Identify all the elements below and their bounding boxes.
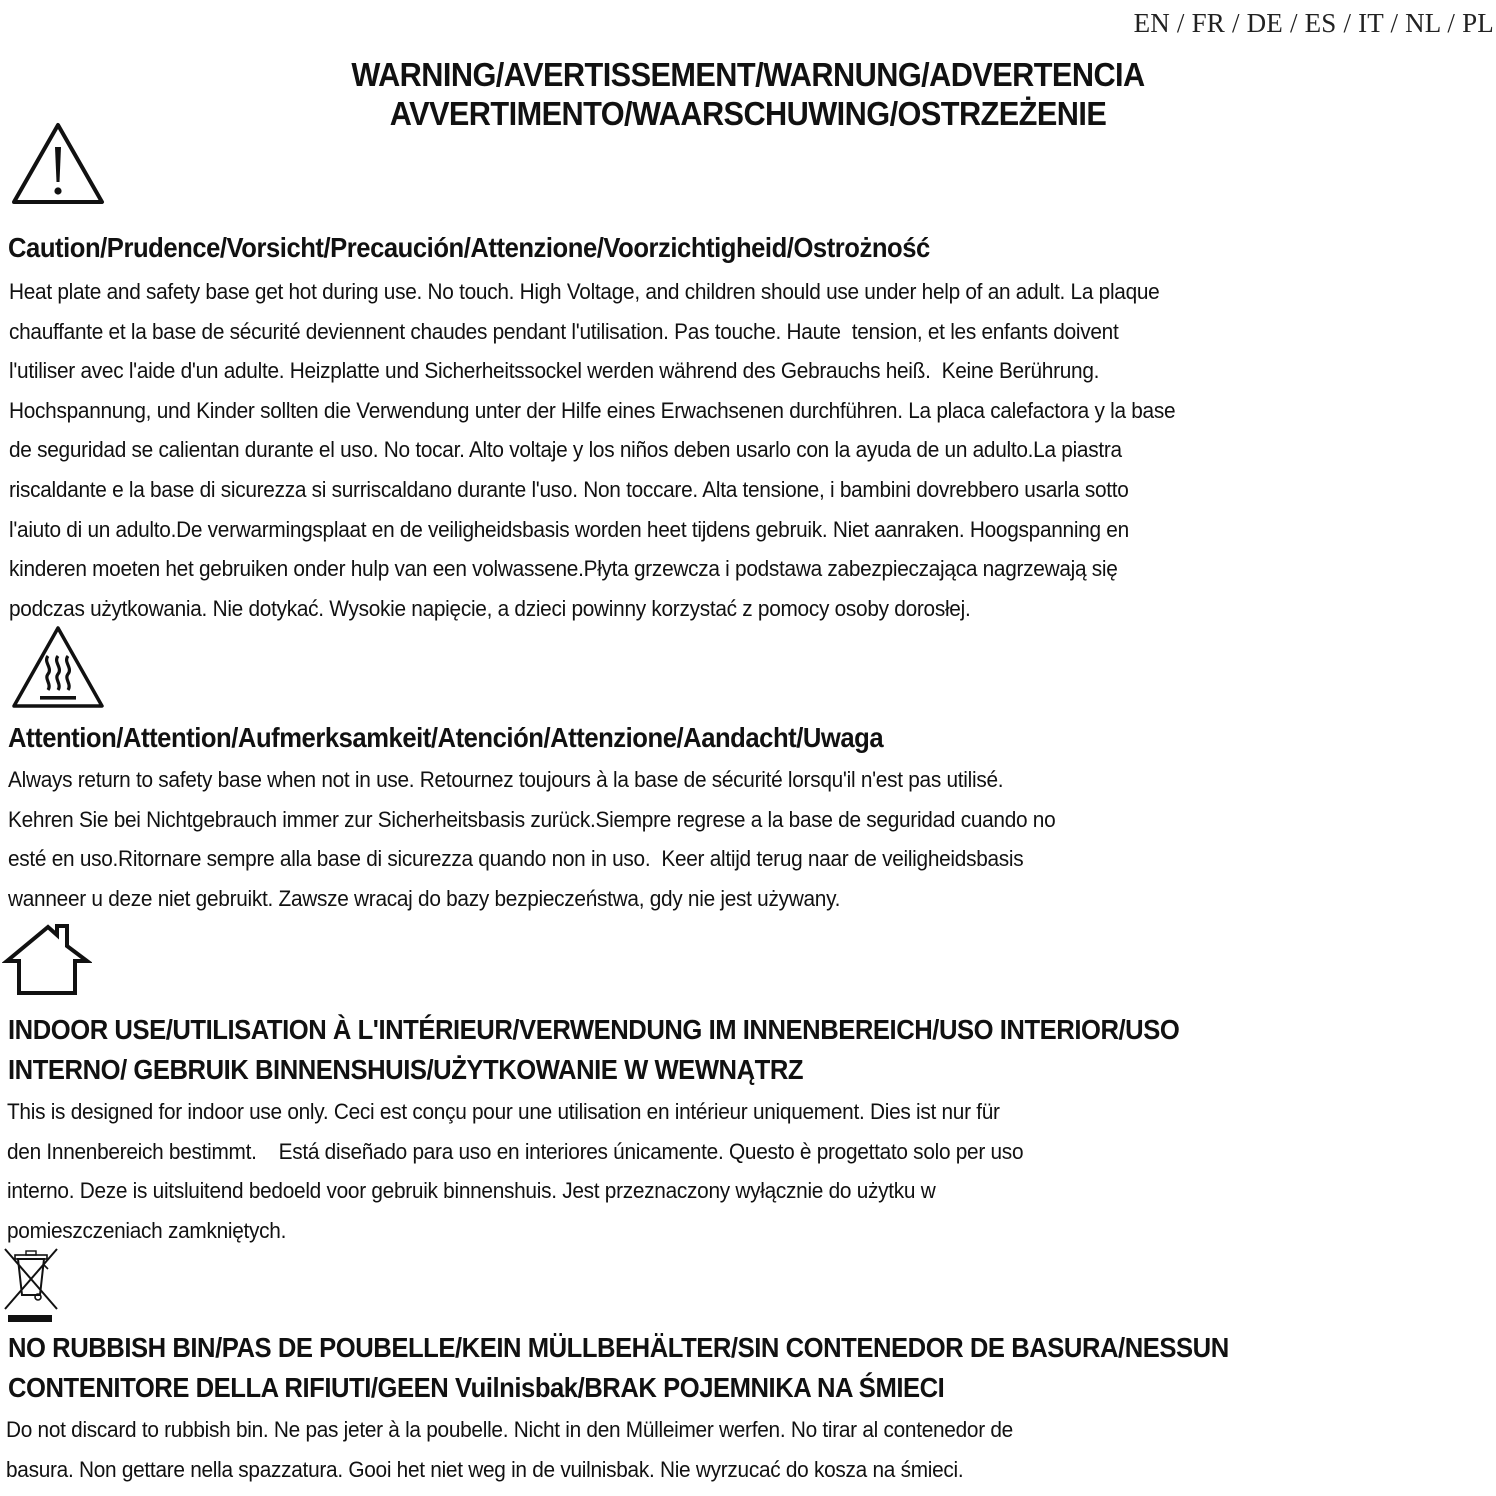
indoor-house-icon bbox=[2, 922, 92, 998]
section-body-indoor-use: This is designed for indoor use only. Ceci est conçu pour une utilisation en intérieur uniquement. Dies ist nur für den Innenbereich bestimmt. Está diseñado para uso en interiores únicamente. Questo è progettato solo per uso interno. Deze is uitsluitend bedoeld voor gebruik binnenshuis. Jest przeznaczony wyłącznie do użytku w pomieszczeniach zamkniętych. bbox=[7, 1099, 1024, 1243]
section-body-attention: Always return to safety base when not in use. Retournez toujours à la base de sécurité lorsqu'il n'est pas utilisé. Kehren Sie bei Nichtgebrauch immer zur Sicherheitsbasis zurück.Siempre regrese a la base de seguridad cuando no esté en uso.Ritornare sempre alla base di sicurezza quando non in uso. Keer altijd terug naar de veiligheidsbasis wanneer u deze niet gebruikt. Zawsze wracaj do bazy bezpieczeństwa, gdy nie jest używany. bbox=[8, 767, 1056, 911]
section-heading-attention: Attention/Attention/Aufmerksamkeit/Atención/Attenzione/Aandacht/Uwaga bbox=[8, 722, 884, 753]
crossed-out-wheelie-bin-icon bbox=[2, 1245, 60, 1323]
section-body-no-rubbish-bin: Do not discard to rubbish bin. Ne pas jeter à la poubelle. Nicht in den Mülleimer werfen. No tirar al contenedor de basura. Non gettare nella spazzatura. Gooi het niet weg in de vuilnisbak. Nie wyrzucać do kosza na śmieci. bbox=[6, 1417, 1013, 1482]
hot-surface-warning-icon bbox=[10, 624, 106, 712]
title-line-1: WARNING/AVERTISSEMENT/WARNUNG/ADVERTENCIA bbox=[351, 56, 1145, 93]
section-heading-no-rubbish-bin: NO RUBBISH BIN/PAS DE POUBELLE/KEIN MÜLLBEHÄLTER/SIN CONTENEDOR DE BASURA/NESSUN CONTENITORE DELLA RIFIUTI/GEEN Vuilnisbak/BRAK POJEMNIKA NA ŚMIECI bbox=[8, 1332, 1229, 1403]
section-heading-indoor-use: INDOOR USE/UTILISATION À L'INTÉRIEUR/VERWENDUNG IM INNENBEREICH/USO INTERIOR/USO INTERNO/ GEBRUIK BINNENSHUIS/UŻYTKOWANIE W WEWNĄTRZ bbox=[8, 1014, 1180, 1085]
title-line-2: AVVERTIMENTO/WAARSCHUWING/OSTRZEŻENIE bbox=[389, 95, 1107, 132]
section-body-caution: Heat plate and safety base get hot during use. No touch. High Voltage, and children should use under help of an adult. La plaque chauffante et la base de sécurité deviennent chaudes pendant l'utilisation. Pas touche. Haute tension, et les enfants doivent l'utiliser avec l'aide d'un adulte. Heizplatte und Sicherheitssockel werden während des Gebrauchs heiß. Keine Berührung. Hochspannung, und Kinder sollten die Verwendung unter der Hilfe eines Erwachsenen durchführen. La placa calefactora y la base de seguridad se calientan durante el uso. No tocar. Alto voltaje y los niños deben usarlo con la ayuda de un adulto.La piastra riscaldante e la base di sicurezza si surriscaldano durante l'uso. Non toccare. Alta tensione, i bambini dovrebbero usarla sotto l'aiuto di un adulto.De verwarmingsplaat en de veiligheidsbasis worden heet tijdens gebruik. Niet aanraken. Hoogspanning en kinderen moeten het gebruiken onder hulp van een volwassene.Płyta grzewcza i podstawa zabezpieczająca nagrzewają się podczas użytkowania. Nie dotykać. Wysokie napięcie, a dzieci powinny korzystać z pomocy osoby dorosłej. bbox=[9, 279, 1176, 621]
language-codes: EN / FR / DE / ES / IT / NL / PL bbox=[1133, 8, 1494, 38]
section-heading-caution: Caution/Prudence/Vorsicht/Precaución/Attenzione/Voorzichtigheid/Ostrożność bbox=[8, 232, 930, 263]
warning-triangle-exclamation-icon bbox=[10, 120, 106, 208]
page-title bbox=[52, 55, 1443, 133]
